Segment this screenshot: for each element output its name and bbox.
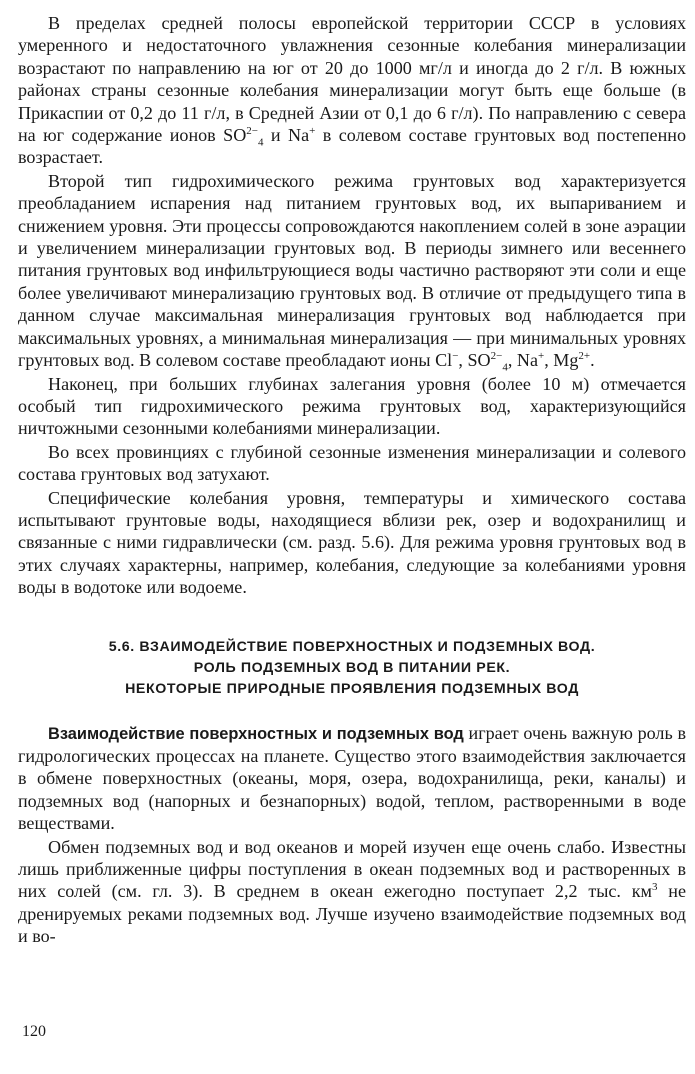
paragraph-text: Во всех провинциях с глубиной сезонные изменения минерализации и солевого состава грунтовых вод затухают. (18, 441, 686, 485)
superscript: 2− (246, 125, 258, 137)
subscript: 4 (258, 136, 264, 149)
paragraph-text: Специфические колебания уровня, температуры и химического состава испытывают грунтовые воды, находящиеся вблизи рек, озер и водохранилищ и связанные с ними гидравлически (см. разд. 5.6). Для режима уровня грунтовых вод в этих случаях характерны, например, колебания, следующие за колебаниями уровня воды в водотоке или водоеме. (18, 487, 686, 598)
section-heading (18, 637, 686, 700)
paragraph-text: Второй тип гидрохимического режима грунтовых вод характеризуется преобладанием испарения над питанием грунтовых вод, их выпариванием и снижением уровня. Эти процессы сопровождаются накоплением солей в зоне аэрации и увеличением минерализации грунтовых вод. В периоды зимнего или весеннего питания грунтовых вод инфильтрующиеся воды частично растворяют эти соли и еще более увеличивают минерализацию грунтовых вод. В отличие от предыдущего типа в данном случае максимальная минерализация грунтовых вод наблюдается при максимальных уровнях, а минимальная минерализация — при минимальных уровнях грунтовых вод. В солевом составе преобладают ионы Cl (18, 170, 686, 371)
section-heading-line: 5.6. ВЗАИМОДЕЙСТВИЕ ПОВЕРХНОСТНЫХ И ПОДЗЕМНЫХ ВОД. (108, 638, 596, 655)
paragraph (18, 373, 686, 440)
paragraph (18, 836, 686, 948)
paragraph (18, 12, 686, 169)
superscript: 2− (490, 350, 503, 363)
subscript: 4 (502, 361, 508, 374)
paragraph-text: не дренируемых реками подземных вод. Лучше изучено взаимодействие подземных вод и во- (18, 881, 686, 947)
superscript: + (537, 350, 545, 363)
section-heading-line: НЕКОТОРЫЕ ПРИРОДНЫЕ ПРОЯВЛЕНИЯ ПОДЗЕМНЫХ ВОД (125, 680, 579, 697)
paragraph-text: Наконец, при больших глубинах залегания уровня (более 10 м) отмечается особый тип гидрохимического режима грунтовых вод, характеризующийся ничтожными сезонными колебаниями минерализации. (18, 373, 686, 439)
paragraph-text: . (590, 350, 595, 371)
paragraph-text: играет очень важную роль в гидрологических процессах на планете. Существо этого взаимодействия заключается в обмене поверхностных (океаны, моря, озера, водохранилища, реки, каналы) и подземных вод (напорных и безнапорных) водой, теплом, растворенными в воде веществами. (18, 722, 686, 834)
page-number: 120 (22, 1023, 46, 1040)
superscript: + (309, 125, 316, 137)
paragraph-text: в солевом составе грунтовых вод постепенно возрастает. (18, 125, 686, 168)
text-block-after-section (18, 722, 686, 948)
text-block-before-section (18, 12, 686, 599)
bold-term: Взаимодействие поверхностных и подземных вод (48, 724, 464, 743)
paragraph (18, 170, 686, 372)
superscript: 3 (651, 881, 658, 894)
paragraph-text: Обмен подземных вод и вод океанов и морей изучен еще очень слабо. Известны лишь приближенные цифры поступления в океан подземных вод и растворенных в них солей (см. гл. 3). В среднем в океан ежегодно поступает 2,2 тыс. км (18, 836, 686, 902)
superscript: − (452, 350, 459, 363)
page-body (18, 12, 686, 948)
superscript: 2+ (578, 350, 591, 363)
paragraph (18, 722, 686, 835)
paragraph (18, 487, 686, 599)
paragraph-text: , Mg (544, 350, 579, 371)
paragraph-text: В пределах средней полосы европейской территории СССР в условиях умеренного и недостаточного увлажнения сезонные колебания минерализации возрастают по направлению на юг от 20 до 1000 мг/л и иногда до 2 г/л. В южных районах страны сезонные колебания минерализации могут быть еще больше (в Прикаспии от 0,2 до 11 г/л, в Средней Азии от 0,1 до 6 г/л). По направлению с севера на юг содержание ионов SO (18, 13, 686, 146)
paragraph (18, 441, 686, 486)
paragraph-text: и Na (263, 125, 310, 146)
paragraph-text: , Na (507, 350, 538, 371)
paragraph-text: , SO (458, 350, 491, 371)
section-heading-line: РОЛЬ ПОДЗЕМНЫХ ВОД В ПИТАНИИ РЕК. (193, 659, 511, 676)
